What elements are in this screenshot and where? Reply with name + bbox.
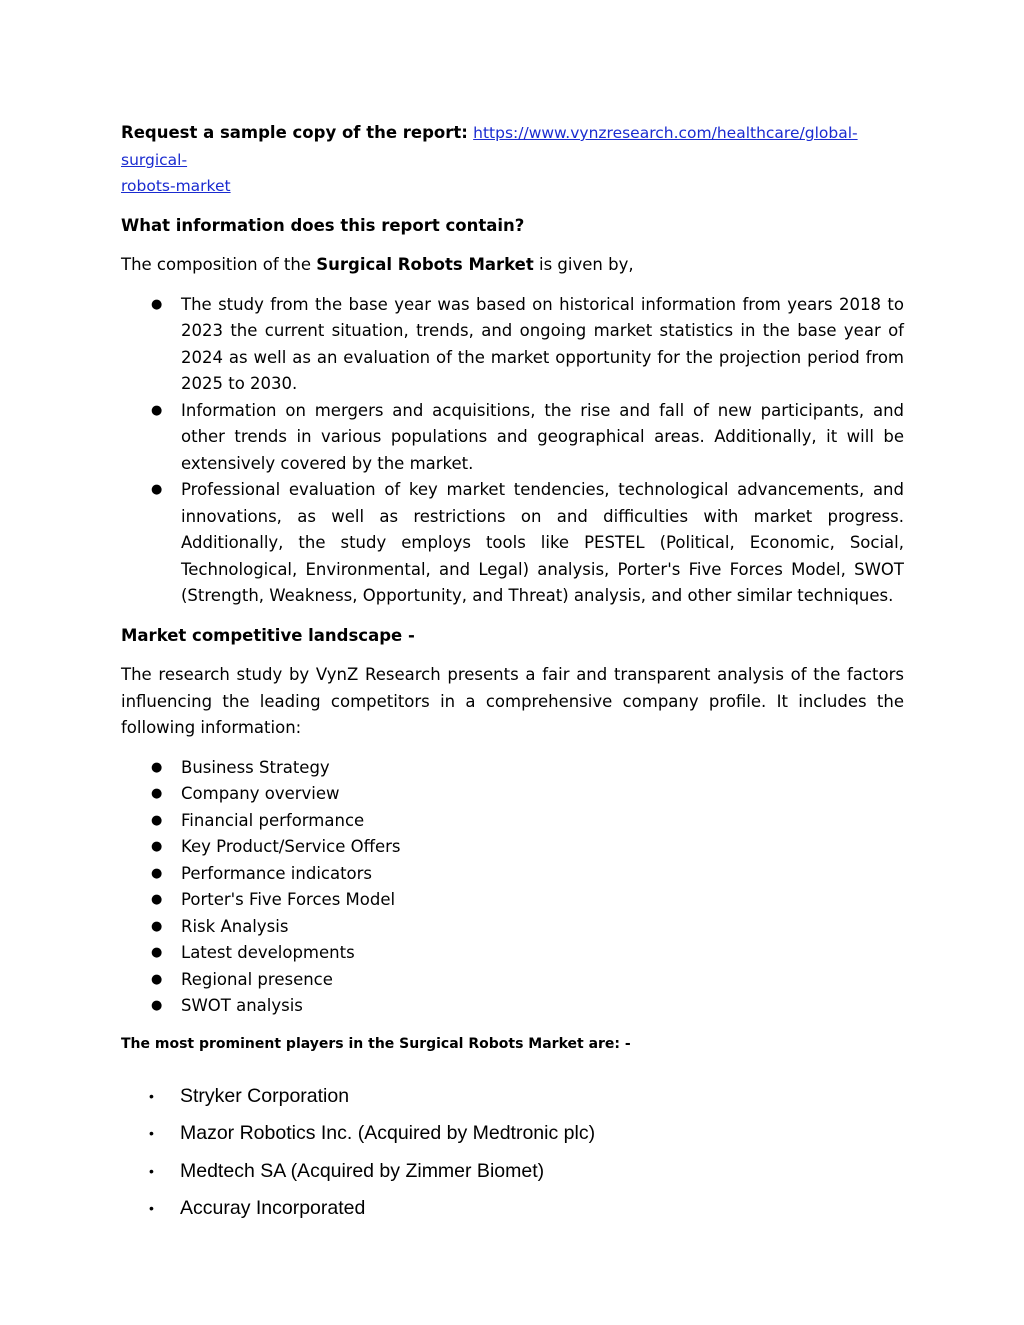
report-url-part1[interactable]: https://www.vynzresearch.com/healthcare/global-surgical- — [121, 124, 858, 169]
landscape-heading — [121, 623, 904, 650]
list-item — [121, 861, 904, 888]
list-item — [121, 887, 904, 914]
bullet-icon: • — [149, 1200, 154, 1216]
player-name: Accuray Incorporated — [180, 1197, 366, 1219]
bullet-icon: ● — [151, 786, 163, 801]
list-item — [121, 834, 904, 861]
composition-prefix: The composition of the — [121, 255, 317, 274]
bullet-icon: ● — [151, 998, 163, 1013]
bullet-icon: • — [149, 1087, 154, 1104]
list-item — [121, 808, 904, 835]
bullet-icon: • — [149, 1162, 154, 1179]
request-sample-label: Request a sample copy of the report: — [121, 123, 468, 142]
bullet-icon: ● — [151, 839, 163, 854]
list-item-text: Regional presence — [181, 969, 333, 989]
list-item — [121, 1078, 904, 1116]
list-item-text: Professional evaluation of key market tendencies, technological advancements, and innovations, as well as restrictions on and difficulties with market progress. Additionally, the study employs tools like PESTEL (Political, Economic, Social, Technological, Environmental, and Legal) analysis, Porter's Five Forces Model, SWOT (Strength, Weakness, Opportunity, and Threat) analysis, and other similar techniques. — [181, 480, 904, 605]
list-item — [121, 477, 904, 610]
composition-bold: Surgical Robots Market — [316, 255, 534, 274]
bullet-icon: ● — [151, 812, 163, 828]
list-item — [121, 914, 904, 941]
list-item — [121, 1190, 904, 1228]
list-item — [121, 1115, 904, 1153]
document-page — [121, 120, 904, 1228]
list-item-text: Performance indicators — [181, 863, 373, 883]
list-item-text: Business Strategy — [181, 757, 330, 777]
info-heading — [121, 213, 904, 240]
list-item-text: Porter's Five Forces Model — [181, 890, 396, 909]
composition-list — [121, 292, 904, 610]
list-item — [121, 398, 904, 478]
bullet-icon: ● — [151, 918, 163, 934]
landscape-heading-text: Market competitive landscape - — [121, 625, 415, 645]
players-heading: The most prominent players in the Surgical Robots Market are: - — [121, 1035, 631, 1052]
list-item-text: The study from the base year was based on historical information from years 2018 to 2023 the current situation, trends, and ongoing market statistics in the base year of 2024 as well as an evaluation of the market opportunity for the projection period from 2025 to 2030. — [181, 294, 904, 393]
players-list — [121, 1078, 904, 1228]
bullet-icon: ● — [151, 945, 163, 960]
bullet-icon: ● — [151, 402, 163, 418]
info-heading-text: What information does this report contain? — [121, 215, 525, 235]
list-item-text: Company overview — [181, 784, 340, 803]
list-item — [121, 292, 904, 398]
bullet-icon: ● — [151, 971, 163, 987]
list-item — [121, 993, 904, 1020]
composition-suffix: is given by, — [533, 255, 634, 274]
list-item-text: Key Product/Service Offers — [181, 837, 401, 856]
bullet-icon: • — [149, 1125, 154, 1141]
list-item-text: Risk Analysis — [181, 916, 289, 936]
profile-list — [121, 755, 904, 1020]
list-item — [121, 940, 904, 967]
list-item-text: Latest developments — [181, 943, 355, 962]
list-item — [121, 1153, 904, 1191]
list-item-text: Financial performance — [181, 810, 365, 830]
request-sample-line — [121, 120, 904, 200]
bullet-icon: ● — [151, 865, 163, 881]
list-item-text: SWOT analysis — [181, 996, 303, 1015]
bullet-icon: ● — [151, 759, 163, 775]
bullet-icon: ● — [151, 482, 163, 497]
bullet-icon: ● — [151, 296, 163, 312]
bullet-icon: ● — [151, 892, 163, 907]
landscape-paragraph: The research study by VynZ Research presents a fair and transparent analysis of the factors influencing the leading competitors in a comprehensive company profile. It includes the following information: — [121, 665, 904, 737]
report-url-part2[interactable]: robots-market — [121, 177, 231, 195]
list-item — [121, 781, 904, 808]
player-name: Stryker Corporation — [180, 1084, 350, 1107]
list-item — [121, 755, 904, 782]
list-item — [121, 967, 904, 994]
player-name: Medtech SA (Acquired by Zimmer Biomet) — [180, 1159, 545, 1182]
list-item-text: Information on mergers and acquisitions, the rise and fall of new participants, and other trends in various populations and geographical areas. Additionally, it will be extensively covered by the market. — [181, 400, 904, 473]
composition-intro — [121, 252, 904, 279]
player-name: Mazor Robotics Inc. (Acquired by Medtronic plc) — [180, 1122, 596, 1144]
